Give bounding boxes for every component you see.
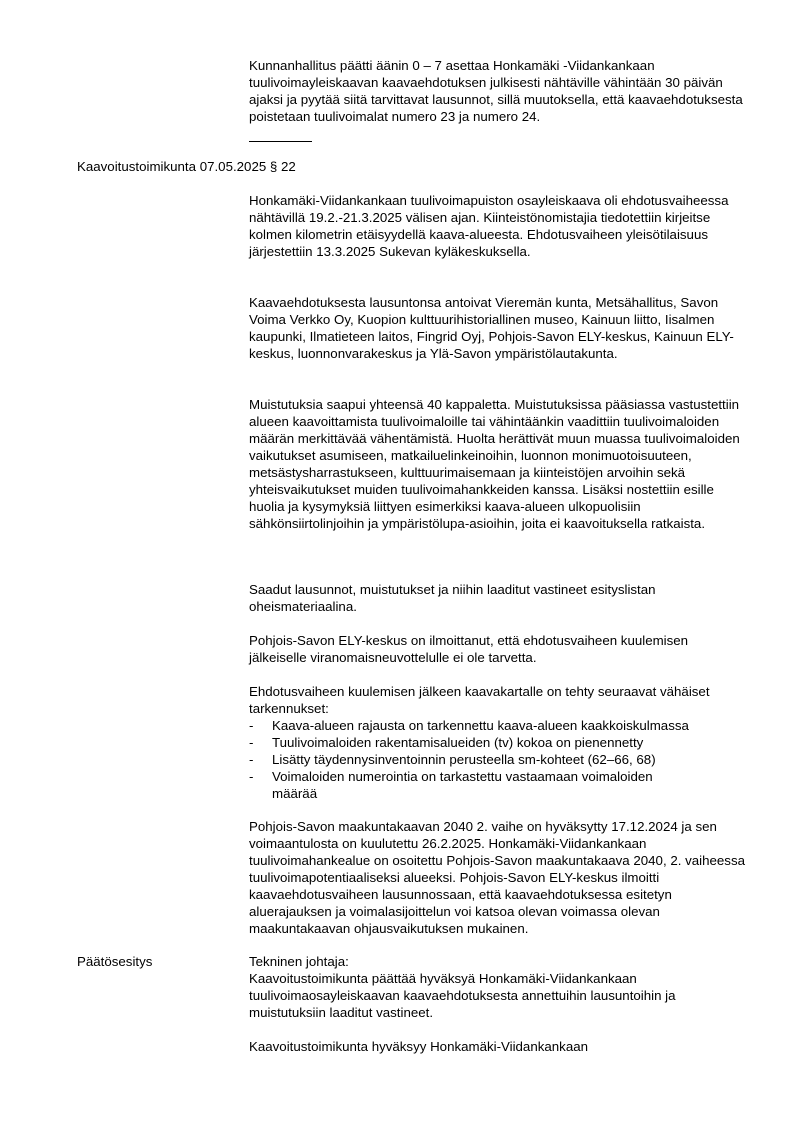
list-item-text: Voimaloiden numerointia on tarkastettu vastaamaan voimaloiden määrää (272, 769, 653, 801)
paragraph-statements: Kaavaehdotuksesta lausuntonsa antoivat Vieremän kunta, Metsähallitus, Savon Voima Verkko Oy, Kuopion kulttuurihistoriallinen museo, Kainuun liitto, Iisalmen kaupunki, Ilmatieteen laitos, Fingrid Oyj, Pohjois-Savon ELY-keskus, Kainuun ELY-keskus, luonnonvarakeskus ja Ylä-Savon ympäristölautakunta. (249, 295, 734, 361)
proposer: Tekninen johtaja: (249, 954, 349, 969)
intro-paragraph: Kunnanhallitus päätti äänin 0 – 7 asettaa Honkamäki -Viidankankaan tuulivoimayleiskaavan kaavaehdotuksen julkisesti nähtäville vähintään 30 päivän ajaksi ja pyytää siitä tarvittavat lausunnot, sillä muutoksella, että kaavaehdotuksesta poistetaan tuulivoimalat numero 23 ja numero 24. (249, 58, 743, 124)
list-item (249, 717, 749, 734)
proposal-label: Päätösesitys (77, 954, 153, 969)
list-dash: - (249, 769, 254, 784)
paragraph-exhibition: Honkamäki-Viidankankaan tuulivoimapuiston osayleiskaava oli ehdotusvaiheessa nähtävillä 19.2.-21.3.2025 välisen ajan. Kiinteistönomistajia tiedotettiin kirjeitse kolmen kilometrin etäisyydellä kaava-alueesta. Ehdotusvaiheen yleisötilaisuus järjestettiin 13.3.2025 Sukevan kyläkeskuksella. (249, 193, 729, 259)
list-item-text: Lisätty täydennysinventoinnin perusteella sm-kohteet (62–66, 68) (272, 752, 656, 767)
paragraph-objections: Muistutuksia saapui yhteensä 40 kappaletta. Muistutuksissa pääsiassa vastustettiin alueen kaavoittamista tuulivoimaloille tai vähintäänkin vaadittiin tuulivoimaloiden määrän merkittävää vähentämistä. Huolta herättivät muun muassa tuulivoimaloiden vaikutukset asumiseen, matkailuelinkeinoihin, luonnon monimuotoisuuteen, metsästysharrastukseen, kulttuurimaisemaan ja kiinteistöjen arvoihin sekä yhteisvaikutukset muiden tuulivoimahankkeiden kanssa. Lisäksi nostettiin esille huolia ja kysymyksiä liittyen esimerkiksi kaava-alueen ulkopuolisiin sähkönsiirtolinjoihin ja ympäristölupa-asioihin, joita ei kaavoituksella ratkaista. (249, 397, 740, 531)
list-dash: - (249, 718, 254, 733)
list-item-text: Tuulivoimaloiden rakentamisalueiden (tv) kokoa on pienennetty (272, 735, 644, 750)
changes-intro: Ehdotusvaiheen kuulemisen jälkeen kaavakartalle on tehty seuraavat vähäiset tarkennukset: (249, 684, 710, 716)
list-item (249, 751, 749, 768)
proposal-text: Kaavoitustoimikunta päättää hyväksyä Honkamäki-Viidankankaan tuulivoimaosayleiskaavan kaavaehdotuksesta annettuihin lausuntoihin ja muistutuksiin laaditut vastineet. (249, 971, 676, 1020)
list-item (249, 734, 749, 751)
approval-text: Kaavoitustoimikunta hyväksyy Honkamäki-Viidankankaan (249, 1039, 588, 1054)
list-dash: - (249, 752, 254, 767)
list-dash: - (249, 735, 254, 750)
proposal-section (249, 953, 749, 1021)
list-item (249, 768, 749, 802)
list-item-text: Kaava-alueen rajausta on tarkennettu kaava-alueen kaakkoiskulmassa (272, 718, 689, 733)
paragraph-maakuntakaava: Pohjois-Savon maakuntakaavan 2040 2. vaihe on hyväksytty 17.12.2024 ja sen voimaantulosta on kuulutettu 26.2.2025. Honkamäki-Viidankankaan tuulivoimahankealue on osoitettu Pohjois-Savon maakuntakaava 2040, 2. vaiheessa tuulivoimapotentiaaliseksi alueeksi. Pohjois-Savon ELY-keskus ilmoitti kaavaehdotusvaiheen lausunnossaan, että kaavaehdotuksessa esitetyn aluerajauksen ja voimalasijoittelun voi katsoa olevan voimassa olevan maakuntakaavan ohjausvaikutuksen mukainen. (249, 819, 746, 936)
changes-section (249, 683, 749, 802)
section-heading: Kaavoitustoimikunta 07.05.2025 § 22 (77, 159, 296, 174)
paragraph-attachments: Saadut lausunnot, muistutukset ja niihin laaditut vastineet esityslistan oheismateriaalina. (249, 582, 656, 614)
separator-line (249, 141, 312, 142)
paragraph-ely: Pohjois-Savon ELY-keskus on ilmoittanut, että ehdotusvaiheen kuulemisen jälkeiselle viranomaisneuvottelulle ei ole tarvetta. (249, 633, 689, 665)
